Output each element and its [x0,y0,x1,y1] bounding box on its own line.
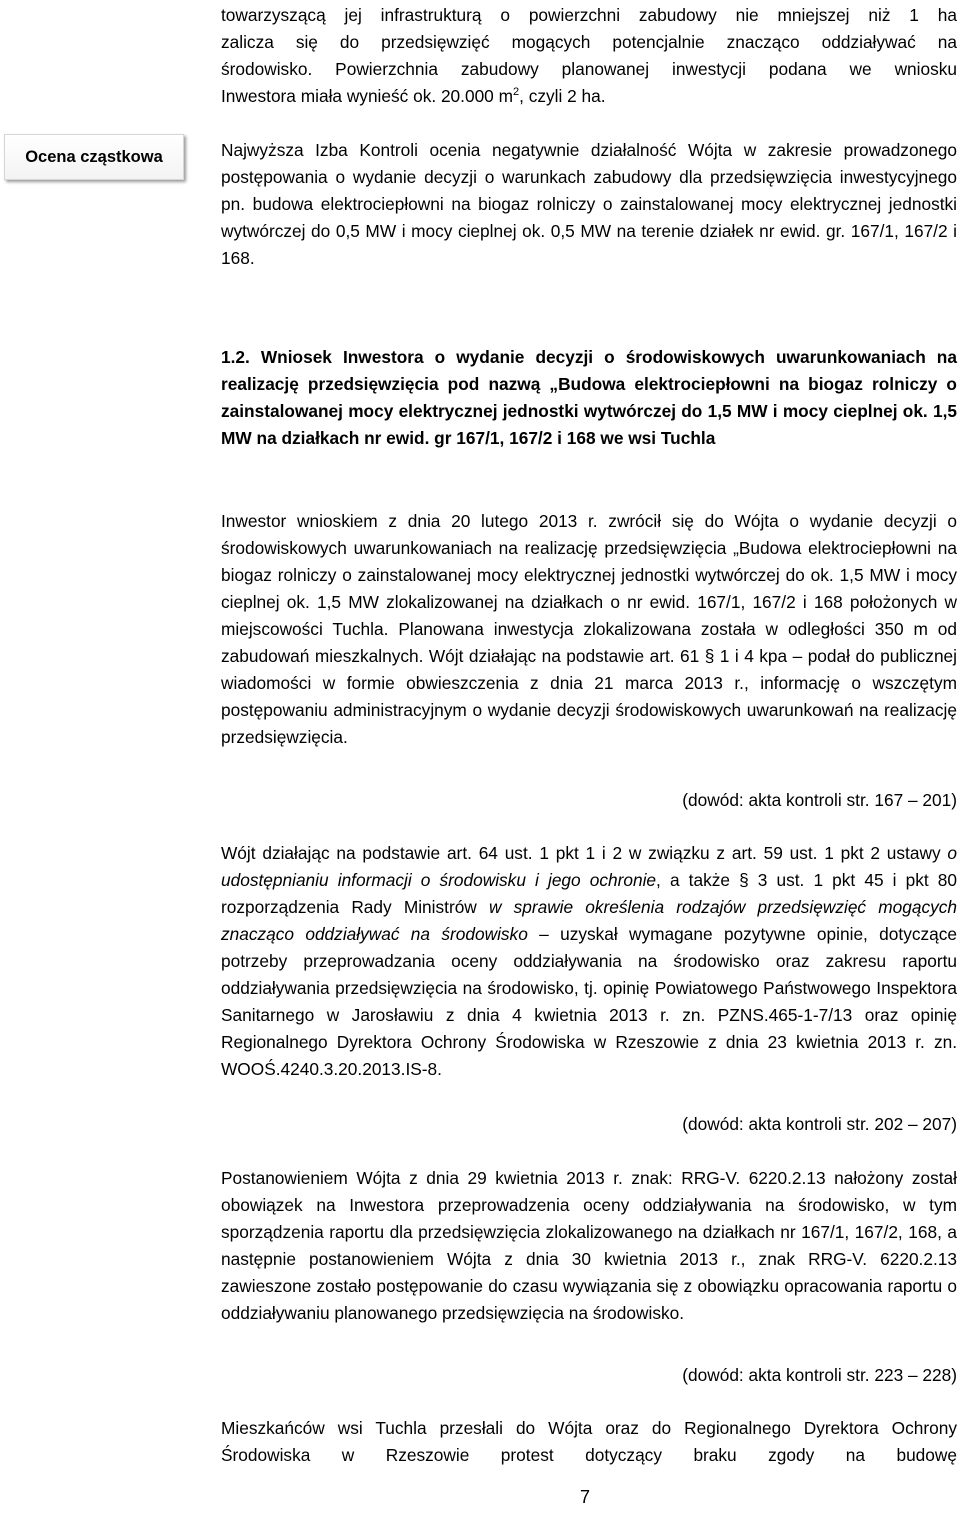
evidence-reference: (dowód: akta kontroli str. 167 – 201) [682,790,957,810]
text-line: zalicza się do przedsięwzięć mogących potencjalnie znacząco oddziaływać na [221,32,957,52]
text-span: , a także § 3 ust. 1 pkt 45 i pkt 80 rozporządzenia Rady Ministrów [221,870,957,917]
text-line: towarzyszącą jej infrastrukturą o powierzchni zabudowy nie mniejszej niż 1 ha [221,5,957,25]
regulation-title: w sprawie określenia rodzajów przedsięwzięć mogących znacząco oddziaływać na środowisko [221,897,957,944]
section-heading [221,344,957,452]
assessment-paragraph: Najwyższa Izba Kontroli ocenia negatywnie działalność Wójta w zakresie prowadzonego postępowania o wydanie decyzji o warunkach zabudowy dla przedsięwzięcia inwestycyjnego pn. budowa elektrociepłowni na biogaz rolniczy o zainstalowanej mocy elektrycznej jednostki wytwórczej do 0,5 MW i mocy cieplnej ok. 0,5 MW na terenie działek nr ewid. gr. 167/1, 167/2 i 168. [221,140,957,268]
paragraph: Postanowieniem Wójta z dnia 29 kwietnia 2013 r. znak: RRG-V. 6220.2.13 nałożony został obowiązek na Inwestora przeprowadzenia oceny oddziaływania na środowisko, w tym sporządzenia raportu dla przedsięwzięcia zlokalizowanego na działkach nr 167/1, 167/2, 168, a następnie postanowieniem Wójta z dnia 30 kwietnia 2013 r., znak RRG-V. 6220.2.13 zawieszone zostało postępowanie do czasu wywiązania się z obowiązku opracowania raportu o oddziaływaniu planowanego przedsięwzięcia na środowisko. [221,1168,957,1323]
paragraph: Mieszkańców wsi Tuchla przesłali do Wójta oraz do Regionalnego Dyrektora Ochrony Środowiska w Rzeszowie protest dotyczący braku zgody na budowę [221,1418,957,1465]
text-span: , czyli 2 ha. [519,86,606,106]
evidence-reference: (dowód: akta kontroli str. 202 – 207) [682,1114,957,1134]
continuation-paragraph [221,2,957,110]
side-label-text: Ocena cząstkowa [25,147,163,166]
section-title: Wniosek Inwestora o wydanie decyzji o środowiskowych uwarunkowaniach na realizację przedsięwzięcia pod nazwą „Budowa elektrociepłowni na biogaz rolniczy o zainstalowanej mocy elektrycznej jednostki wytwórczej do 1,5 MW i mocy cieplnej ok. 1,5 MW na działkach nr ewid. gr 167/1, 167/2 i 168 we wsi Tuchla [221,347,957,448]
act-title: o udostępnianiu informacji o środowisku i jego ochronie [221,843,957,890]
page-number: 7 [580,1487,591,1507]
text-line [221,83,957,110]
paragraph: Inwestor wnioskiem z dnia 20 lutego 2013 r. zwrócił się do Wójta o wydanie decyzji o środowiskowych uwarunkowaniach na realizację przedsięwzięcia „Budowa elektrociepłowni na biogaz rolniczy o zainstalowanej mocy elektrycznej jednostki wytwórczej do ok. 1,5 MW i mocy cieplnej ok. 1,5 MW zlokalizowanej na działkach o nr ewid. 167/1, 167/2 i 168 położonych w miejscowości Tuchla. Planowana inwestycja zlokalizowana została w odległości 350 m od zabudowań mieszkalnych. Wójt działając na podstawie art. 61 § 1 i 4 kpa – podał do publicznej wiadomości w formie obwieszczenia z dnia 21 marca 2013 r., informację o wszczętym postępowaniu administracyjnym o wydanie decyzji środowiskowych uwarunkowań na realizację przedsięwzięcia. [221,511,957,747]
paragraph [221,840,957,1083]
text-span: Inwestora miała wynieść ok. 20.000 m [221,86,513,106]
text-span: Wójt działając na podstawie art. 64 ust. 1 pkt 1 i 2 w związku z art. 59 ust. 1 pkt 2 ustawy [221,843,948,863]
text-line: środowisko. Powierzchnia zabudowy planowanej inwestycji podana we wniosku [221,59,957,79]
superscript: 2 [513,86,520,99]
evidence-reference: (dowód: akta kontroli str. 223 – 228) [682,1365,957,1385]
section-number: 1.2. [221,347,250,367]
text-span: – uzyskał wymagane pozytywne opinie, dotyczące potrzeby przeprowadzania oceny oddziaływania na środowisko oraz zakresu raportu oddziaływania przedsięwzięcia na środowisko, tj. opinię Powiatowego Państwowego Inspektora Sanitarnego w Jarosławiu z dnia 4 kwietnia 2013 r. zn. PZNS.465-1-7/13 oraz opinię Regionalnego Dyrektora Ochrony Środowiska w Rzeszowie z dnia 23 kwietnia 2013 r. zn. WOOŚ.4240.3.20.2013.IS-8. [221,924,957,1079]
side-label [4,134,184,180]
